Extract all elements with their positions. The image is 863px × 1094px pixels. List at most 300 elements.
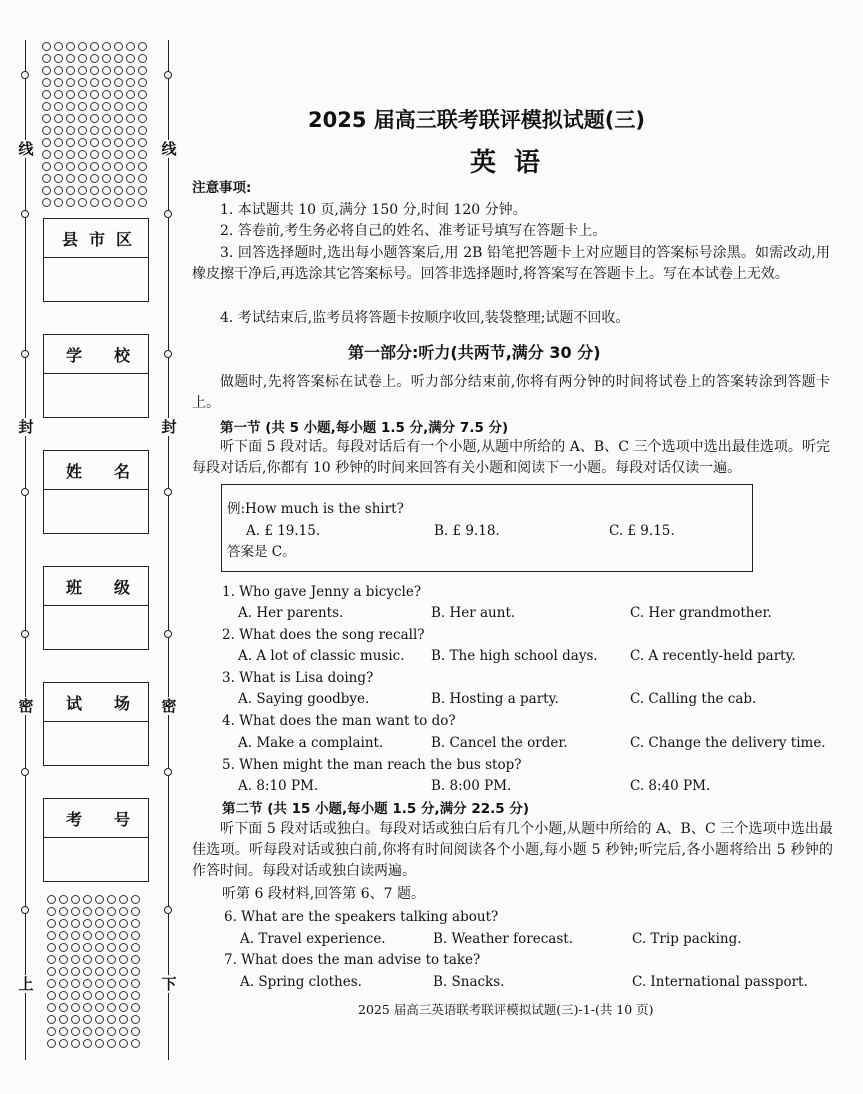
binding-dot-icon [90, 102, 99, 111]
binding-dot-icon [71, 1039, 80, 1048]
binding-dot-icon [66, 42, 75, 51]
question-4-option-a: A. Make a complaint. [238, 735, 384, 751]
binding-dot-icon [59, 991, 68, 1000]
binding-dot-icon [90, 66, 99, 75]
binding-dot-icon [83, 979, 92, 988]
binding-dot-icon [114, 138, 123, 147]
binding-dot-icon [71, 931, 80, 940]
question-2-option-a: A. A lot of classic music. [238, 648, 405, 664]
question-3-option-b: B. Hosting a party. [431, 691, 559, 707]
binding-dot-icon [59, 1027, 68, 1036]
binding-dot-icon [107, 991, 116, 1000]
example-answer: 答案是 C。 [227, 544, 296, 560]
binding-dot-icon [138, 186, 147, 195]
binding-dot-icon [42, 90, 51, 99]
binding-dot-icon [83, 1039, 92, 1048]
binding-strip [0, 0, 190, 1094]
note-item-1: 1. 本试题共 10 页,满分 150 分,时间 120 分钟。 [220, 202, 527, 218]
seal-label-xia: 下 [161, 975, 177, 993]
binding-dot-icon [107, 907, 116, 916]
binding-dot-icon [47, 907, 56, 916]
section1-instructions: 听下面 5 段对话。每段对话后有一个小题,从题中所给的 A、B、C 三个选项中选出最佳选项。听完每段对话后,你都有 10 秒钟的时间来回答有关小题和阅读下一小题。每段对话仅读一遍。 [192, 439, 830, 476]
binding-dot-icon [126, 102, 135, 111]
binding-dot-icon [102, 162, 111, 171]
binding-dot-icon [83, 943, 92, 952]
binding-dot-icon [131, 1039, 140, 1048]
binding-dot-icon [47, 919, 56, 928]
binding-dot-icon [59, 907, 68, 916]
seal-label-feng-right: 封 [161, 418, 177, 436]
binding-dot-icon [54, 90, 63, 99]
binding-dot-icon [47, 895, 56, 904]
binding-dot-icon [107, 1039, 116, 1048]
binding-dot-icon [78, 42, 87, 51]
binding-dot-icon [126, 162, 135, 171]
field-class[interactable] [43, 566, 149, 650]
binding-dot-icon [119, 1015, 128, 1024]
ring-icon [164, 768, 172, 776]
question-2-option-b: B. The high school days. [431, 648, 598, 664]
field-exam-room-label: 试 场 [44, 683, 148, 722]
question-6-option-c: C. Trip packing. [632, 931, 742, 947]
ring-icon [21, 768, 29, 776]
ring-icon [164, 906, 172, 914]
example-option-c: C. £ 9.15. [609, 523, 675, 539]
binding-dot-icon [66, 162, 75, 171]
dot-grid-top [42, 42, 147, 207]
binding-dot-icon [119, 979, 128, 988]
binding-dot-icon [126, 198, 135, 207]
binding-dot-icon [102, 138, 111, 147]
binding-dot-icon [102, 66, 111, 75]
binding-dot-icon [138, 114, 147, 123]
binding-dot-icon [95, 895, 104, 904]
binding-dot-icon [90, 54, 99, 63]
binding-dot-icon [95, 979, 104, 988]
question-7-option-c: C. International passport. [632, 974, 808, 990]
ring-icon [164, 630, 172, 638]
exam-subject: 英语 [470, 148, 559, 178]
binding-dot-icon [78, 54, 87, 63]
binding-dot-icon [66, 126, 75, 135]
binding-dot-icon [102, 198, 111, 207]
binding-dot-icon [90, 138, 99, 147]
binding-dot-icon [78, 198, 87, 207]
ring-icon [21, 350, 29, 358]
question-4-option-b: B. Cancel the order. [431, 735, 568, 751]
binding-dot-icon [102, 186, 111, 195]
binding-dot-icon [119, 919, 128, 928]
binding-dot-icon [54, 138, 63, 147]
binding-dot-icon [95, 955, 104, 964]
binding-dot-icon [42, 150, 51, 159]
question-3: 3. What is Lisa doing? [222, 670, 374, 686]
binding-dot-icon [114, 174, 123, 183]
binding-dot-icon [83, 967, 92, 976]
field-exam-number[interactable] [43, 798, 149, 882]
binding-dot-icon [126, 54, 135, 63]
question-2-option-c: C. A recently-held party. [630, 648, 796, 664]
question-4: 4. What does the man want to do? [222, 713, 456, 729]
binding-dot-icon [95, 1015, 104, 1024]
binding-dot-icon [78, 114, 87, 123]
binding-dot-icon [78, 90, 87, 99]
binding-dot-icon [126, 186, 135, 195]
binding-dot-icon [47, 943, 56, 952]
binding-dot-icon [71, 943, 80, 952]
seal-label-shang: 上 [18, 975, 34, 993]
binding-dot-icon [131, 907, 140, 916]
binding-dot-icon [78, 138, 87, 147]
binding-dot-icon [102, 174, 111, 183]
field-name[interactable] [43, 450, 149, 534]
binding-dot-icon [114, 114, 123, 123]
binding-dot-icon [114, 78, 123, 87]
binding-dot-icon [42, 54, 51, 63]
example-question: 例:How much is the shirt? [227, 501, 404, 517]
binding-dot-icon [90, 78, 99, 87]
binding-dot-icon [42, 66, 51, 75]
binding-dot-icon [90, 42, 99, 51]
binding-dot-icon [126, 126, 135, 135]
binding-dot-icon [126, 42, 135, 51]
binding-dot-icon [126, 114, 135, 123]
binding-dot-icon [114, 198, 123, 207]
exam-title: 2025 届高三联考联评模拟试题(三) [308, 108, 645, 132]
binding-dot-icon [71, 991, 80, 1000]
binding-dot-icon [66, 174, 75, 183]
binding-dot-icon [107, 943, 116, 952]
binding-dot-icon [131, 991, 140, 1000]
binding-dot-icon [95, 1003, 104, 1012]
binding-dot-icon [90, 114, 99, 123]
binding-dot-icon [54, 162, 63, 171]
field-county[interactable] [43, 218, 149, 302]
binding-dot-icon [59, 895, 68, 904]
binding-dot-icon [102, 102, 111, 111]
binding-dot-icon [42, 102, 51, 111]
binding-dot-icon [54, 174, 63, 183]
binding-dot-icon [47, 1015, 56, 1024]
section2-heading: 第二节 (共 15 小题,每小题 1.5 分,满分 22.5 分) [222, 801, 530, 817]
binding-dot-icon [119, 1003, 128, 1012]
binding-dot-icon [107, 979, 116, 988]
binding-dot-icon [78, 162, 87, 171]
seal-label-mi-right: 密 [161, 697, 177, 715]
binding-dot-icon [42, 42, 51, 51]
binding-dot-icon [90, 198, 99, 207]
question-3-option-c: C. Calling the cab. [630, 691, 757, 707]
binding-dot-icon [47, 931, 56, 940]
dot-grid-bottom [47, 895, 140, 1048]
binding-dot-icon [71, 967, 80, 976]
binding-dot-icon [47, 1039, 56, 1048]
binding-dot-icon [119, 907, 128, 916]
binding-dot-icon [59, 967, 68, 976]
binding-dot-icon [54, 78, 63, 87]
binding-dot-icon [131, 931, 140, 940]
binding-dot-icon [114, 54, 123, 63]
binding-dot-icon [131, 895, 140, 904]
binding-dot-icon [42, 126, 51, 135]
binding-dot-icon [90, 90, 99, 99]
field-exam-room[interactable] [43, 682, 149, 766]
binding-dot-icon [107, 919, 116, 928]
binding-dot-icon [42, 138, 51, 147]
question-4-option-c: C. Change the delivery time. [630, 735, 826, 751]
binding-dot-icon [54, 42, 63, 51]
field-class-label: 班 级 [44, 567, 148, 606]
binding-dot-icon [119, 955, 128, 964]
binding-dot-icon [95, 943, 104, 952]
section1-heading: 第一节 (共 5 小题,每小题 1.5 分,满分 7.5 分) [220, 420, 509, 436]
binding-dot-icon [54, 102, 63, 111]
binding-dot-icon [131, 1003, 140, 1012]
binding-dot-icon [54, 186, 63, 195]
binding-dot-icon [83, 1015, 92, 1024]
binding-dot-icon [83, 1027, 92, 1036]
binding-dot-icon [78, 78, 87, 87]
binding-dot-icon [54, 198, 63, 207]
binding-dot-icon [131, 1027, 140, 1036]
seal-label-mi-left: 密 [18, 697, 34, 715]
binding-dot-icon [78, 126, 87, 135]
binding-dot-icon [71, 919, 80, 928]
binding-dot-icon [138, 126, 147, 135]
binding-dot-icon [66, 186, 75, 195]
binding-dot-icon [47, 979, 56, 988]
binding-dot-icon [83, 907, 92, 916]
field-county-label: 县 市 区 [44, 219, 148, 258]
binding-dot-icon [42, 162, 51, 171]
binding-dot-icon [102, 90, 111, 99]
question-5-option-c: C. 8:40 PM. [630, 778, 711, 794]
binding-dot-icon [66, 102, 75, 111]
binding-dot-icon [71, 1027, 80, 1036]
binding-dot-icon [114, 66, 123, 75]
binding-dot-icon [102, 126, 111, 135]
binding-dot-icon [78, 186, 87, 195]
ring-icon [21, 630, 29, 638]
example-option-b: B. £ 9.18. [434, 523, 500, 539]
binding-dot-icon [114, 162, 123, 171]
binding-dot-icon [138, 78, 147, 87]
binding-dot-icon [95, 931, 104, 940]
binding-dot-icon [131, 967, 140, 976]
ring-icon [164, 488, 172, 496]
question-5: 5. When might the man reach the bus stop? [222, 757, 522, 773]
binding-dot-icon [107, 955, 116, 964]
binding-dot-icon [59, 931, 68, 940]
binding-dot-icon [66, 138, 75, 147]
part1-heading: 第一部分:听力(共两节,满分 30 分) [348, 343, 601, 362]
binding-dot-icon [126, 90, 135, 99]
binding-dot-icon [42, 78, 51, 87]
note-item-4: 4. 考试结束后,监考员将答题卡按顺序收回,装袋整理;试题不回收。 [220, 310, 630, 326]
binding-dot-icon [71, 979, 80, 988]
binding-dot-icon [138, 162, 147, 171]
example-box [221, 484, 753, 572]
binding-dot-icon [114, 42, 123, 51]
binding-dot-icon [59, 943, 68, 952]
binding-dot-icon [102, 78, 111, 87]
binding-dot-icon [54, 54, 63, 63]
section2-lead: 听第 6 段材料,回答第 6、7 题。 [222, 886, 425, 902]
binding-dot-icon [119, 991, 128, 1000]
binding-dot-icon [47, 1003, 56, 1012]
binding-dot-icon [107, 1015, 116, 1024]
binding-dot-icon [71, 895, 80, 904]
binding-dot-icon [83, 919, 92, 928]
binding-dot-icon [66, 198, 75, 207]
note-item-3: 3. 回答选择题时,选出每小题答案后,用 2B 铅笔把答题卡上对应题目的答案标号涂黑。如需改动,用橡皮擦干净后,再选涂其它答案标号。回答非选择题时,将答案写在答题卡上。写在本试卷上无效。 [192, 245, 830, 282]
page-footer: 2025 届高三英语联考联评模拟试题(三)-1-(共 10 页) [358, 1002, 654, 1017]
field-school[interactable] [43, 334, 149, 418]
note-item-2: 2. 答卷前,考生务必将自己的姓名、准考证号填写在答题卡上。 [220, 223, 607, 239]
binding-dot-icon [90, 126, 99, 135]
binding-dot-icon [126, 138, 135, 147]
binding-dot-icon [71, 1015, 80, 1024]
binding-dot-icon [66, 90, 75, 99]
ring-icon [21, 488, 29, 496]
question-1-option-a: A. Her parents. [238, 605, 344, 621]
part1-intro: 做题时,先将答案标在试卷上。听力部分结束前,你将有两分钟的时间将试卷上的答案转涂到答题卡上。 [192, 374, 830, 411]
binding-dot-icon [71, 907, 80, 916]
binding-dot-icon [95, 991, 104, 1000]
field-exam-number-label: 考 号 [44, 799, 148, 838]
binding-dot-icon [95, 1039, 104, 1048]
binding-dot-icon [47, 991, 56, 1000]
binding-dot-icon [54, 126, 63, 135]
binding-dot-icon [59, 955, 68, 964]
binding-dot-icon [102, 150, 111, 159]
binding-dot-icon [114, 150, 123, 159]
question-2: 2. What does the song recall? [222, 627, 425, 643]
binding-dot-icon [126, 174, 135, 183]
binding-dot-icon [71, 955, 80, 964]
ring-icon [21, 71, 29, 79]
binding-dot-icon [126, 150, 135, 159]
question-7: 7. What does the man advise to take? [224, 952, 481, 968]
binding-dot-icon [102, 54, 111, 63]
binding-dot-icon [119, 895, 128, 904]
question-1-option-c: C. Her grandmother. [630, 605, 772, 621]
binding-dot-icon [54, 66, 63, 75]
question-6-option-b: B. Weather forecast. [433, 931, 573, 947]
binding-dot-icon [90, 162, 99, 171]
field-name-label: 姓 名 [44, 451, 148, 490]
binding-dot-icon [102, 42, 111, 51]
binding-dot-icon [78, 150, 87, 159]
binding-dot-icon [54, 150, 63, 159]
binding-dot-icon [107, 1027, 116, 1036]
binding-dot-icon [42, 198, 51, 207]
binding-dot-icon [138, 174, 147, 183]
binding-dot-icon [59, 1039, 68, 1048]
binding-dot-icon [47, 967, 56, 976]
binding-dot-icon [119, 1039, 128, 1048]
notes-heading: 注意事项: [192, 180, 252, 196]
section2-instructions: 听下面 5 段对话或独白。每段对话或独白后有几个小题,从题中所给的 A、B、C 三个选项中选出最佳选项。听每段对话或独白前,你将有时间阅读各个小题,每小题 5 秒钟;听完后,各小题将给出 5 秒钟的作答时间。每段对话或独白读两遍。 [192, 821, 833, 879]
seal-label-xian-left: 线 [18, 140, 34, 158]
binding-dot-icon [59, 919, 68, 928]
binding-dot-icon [83, 955, 92, 964]
binding-dot-icon [95, 919, 104, 928]
question-1-option-b: B. Her aunt. [431, 605, 516, 621]
binding-dot-icon [95, 1027, 104, 1036]
binding-dot-icon [138, 102, 147, 111]
binding-dot-icon [59, 1015, 68, 1024]
binding-dot-icon [42, 174, 51, 183]
question-5-option-b: B. 8:00 PM. [431, 778, 512, 794]
binding-dot-icon [78, 66, 87, 75]
question-7-option-b: B. Snacks. [433, 974, 505, 990]
binding-dot-icon [131, 1015, 140, 1024]
ring-icon [164, 210, 172, 218]
binding-dot-icon [95, 907, 104, 916]
binding-dot-icon [71, 1003, 80, 1012]
seal-label-xian-right: 线 [161, 140, 177, 158]
field-school-label: 学 校 [44, 335, 148, 374]
binding-dot-icon [95, 967, 104, 976]
ring-icon [164, 350, 172, 358]
binding-dot-icon [131, 955, 140, 964]
binding-dot-icon [83, 931, 92, 940]
binding-dot-icon [138, 198, 147, 207]
binding-dot-icon [54, 114, 63, 123]
binding-dot-icon [42, 186, 51, 195]
binding-dot-icon [66, 150, 75, 159]
binding-dot-icon [107, 967, 116, 976]
ring-icon [164, 71, 172, 79]
binding-dot-icon [47, 955, 56, 964]
seal-label-feng-left: 封 [18, 418, 34, 436]
question-3-option-a: A. Saying goodbye. [238, 691, 370, 707]
binding-dot-icon [66, 78, 75, 87]
binding-dot-icon [114, 186, 123, 195]
binding-dot-icon [114, 90, 123, 99]
binding-dot-icon [126, 78, 135, 87]
binding-dot-icon [83, 1003, 92, 1012]
question-1: 1. Who gave Jenny a bicycle? [222, 584, 422, 600]
binding-dot-icon [83, 895, 92, 904]
binding-dot-icon [107, 931, 116, 940]
binding-dot-icon [107, 1003, 116, 1012]
binding-dot-icon [138, 90, 147, 99]
binding-dot-icon [119, 943, 128, 952]
binding-dot-icon [119, 1027, 128, 1036]
binding-dot-icon [107, 895, 116, 904]
binding-dot-icon [78, 174, 87, 183]
binding-dot-icon [119, 967, 128, 976]
binding-dot-icon [138, 42, 147, 51]
binding-dot-icon [131, 943, 140, 952]
binding-dot-icon [102, 114, 111, 123]
binding-dot-icon [59, 979, 68, 988]
binding-dot-icon [138, 138, 147, 147]
binding-dot-icon [90, 174, 99, 183]
binding-dot-icon [114, 126, 123, 135]
ring-icon [21, 906, 29, 914]
binding-dot-icon [119, 931, 128, 940]
binding-dot-icon [138, 150, 147, 159]
question-6-option-a: A. Travel experience. [240, 931, 386, 947]
question-5-option-a: A. 8:10 PM. [238, 778, 319, 794]
binding-dot-icon [66, 54, 75, 63]
binding-dot-icon [138, 54, 147, 63]
example-option-a: A. £ 19.15. [246, 523, 321, 539]
ring-icon [21, 210, 29, 218]
